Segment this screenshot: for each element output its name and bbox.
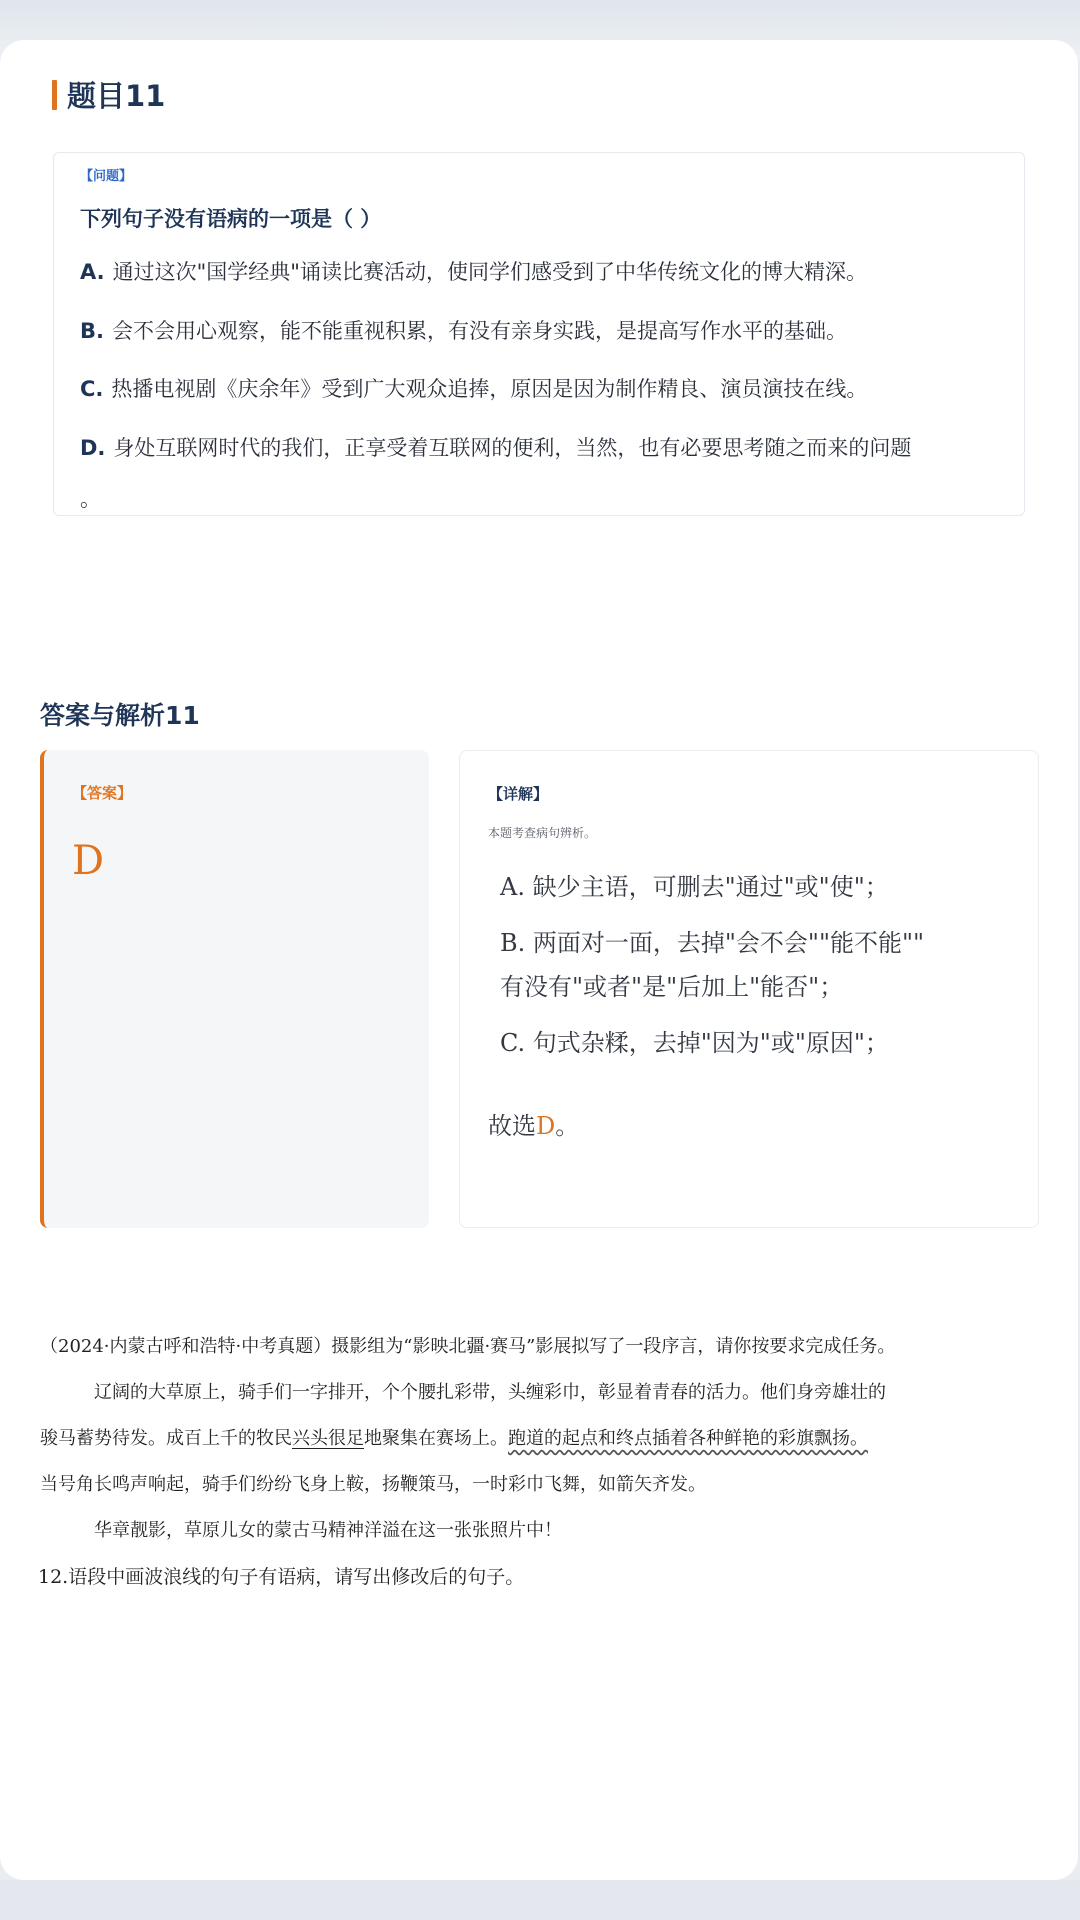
passage-intro: （2024·内蒙古呼和浩特·中考真题）摄影组为“影映北疆·赛马”影展拟写了一段序言，请你按要求完成任务。 — [40, 1336, 896, 1357]
explanation-box — [459, 750, 1039, 1228]
passage-paragraph-2: 华章靓影，草原儿女的蒙古马精神洋溢在这一张张照片中！ — [94, 1520, 562, 1541]
question-header — [52, 74, 165, 115]
answer-value: D — [72, 838, 105, 884]
question-tag: 【问题】 — [80, 169, 133, 184]
explanation-line-b-cont: 有没有"或者"是"后加上"能否"； — [500, 973, 844, 1001]
option-c[interactable] — [80, 373, 1010, 403]
passage-line-1: 辽阔的大草原上，骑手们一字排开，个个腰扎彩带，头缠彩巾，彰显着青春的活力。他们身旁雄壮的 — [94, 1382, 886, 1403]
question-box — [53, 152, 1025, 516]
explanation-tag: 【详解】 — [488, 785, 549, 803]
accent-bar — [52, 80, 57, 110]
explanation-conclusion — [488, 1106, 579, 1141]
answer-section-title: 答案与解析11 — [40, 701, 200, 730]
option-b[interactable] — [80, 315, 1010, 345]
conclusion-suffix: 。 — [555, 1112, 580, 1140]
answer-box — [40, 750, 429, 1228]
option-text: 热播电视剧《庆余年》受到广大观众追捧，原因是因为制作精良、演员演技在线。 — [111, 377, 868, 401]
question-title: 题目11 — [67, 79, 166, 113]
passage-segment: 地聚集在赛场上。 — [364, 1428, 508, 1449]
page-background-bottom — [0, 1880, 1080, 1920]
explanation-line-c: C. 句式杂糅，去掉"因为"或"原因"； — [500, 1029, 889, 1057]
option-letter: D. — [80, 436, 106, 460]
option-text: 身处互联网时代的我们，正享受着互联网的便利，当然，也有必要思考随之而来的问题 — [113, 436, 912, 460]
wavy-underlined-sentence: 跑道的起点和终点插着各种鲜艳的彩旗飘扬。 — [508, 1428, 868, 1449]
option-text: 通过这次"国学经典"诵读比赛活动，使同学们感受到了中华传统文化的博大精深。 — [112, 260, 867, 284]
explanation-intro: 本题考查病句辨析。 — [488, 826, 597, 840]
option-d[interactable] — [80, 432, 1010, 462]
explanation-line-b: B. 两面对一面，去掉"会不会""能不能"" — [500, 929, 925, 957]
task-prompt: 12.语段中画波浪线的句子有语病，请写出修改后的句子。 — [38, 1566, 525, 1588]
answer-tag: 【答案】 — [72, 784, 133, 802]
underlined-phrase: 兴头很足 — [292, 1428, 364, 1449]
conclusion-letter: D — [536, 1112, 556, 1140]
option-letter: A. — [80, 260, 105, 284]
option-d-continuation: 。 — [80, 487, 101, 511]
conclusion-prefix: 故选 — [488, 1112, 536, 1140]
option-letter: B. — [80, 319, 104, 343]
option-letter: C. — [80, 377, 104, 401]
explanation-line-a: A. 缺少主语，可删去"通过"或"使"； — [500, 873, 889, 901]
passage-line-2 — [40, 1424, 868, 1450]
question-stem: 下列句子没有语病的一项是（ ） — [80, 207, 382, 231]
passage-line-3: 当号角长鸣声响起，骑手们纷纷飞身上鞍，扬鞭策马，一时彩巾飞舞，如箭矢齐发。 — [40, 1474, 706, 1495]
option-text: 会不会用心观察，能不能重视积累，有没有亲身实践，是提高写作水平的基础。 — [111, 319, 847, 343]
passage-segment: 骏马蓄势待发。成百上千的牧民 — [40, 1428, 292, 1449]
option-a[interactable] — [80, 256, 1010, 286]
